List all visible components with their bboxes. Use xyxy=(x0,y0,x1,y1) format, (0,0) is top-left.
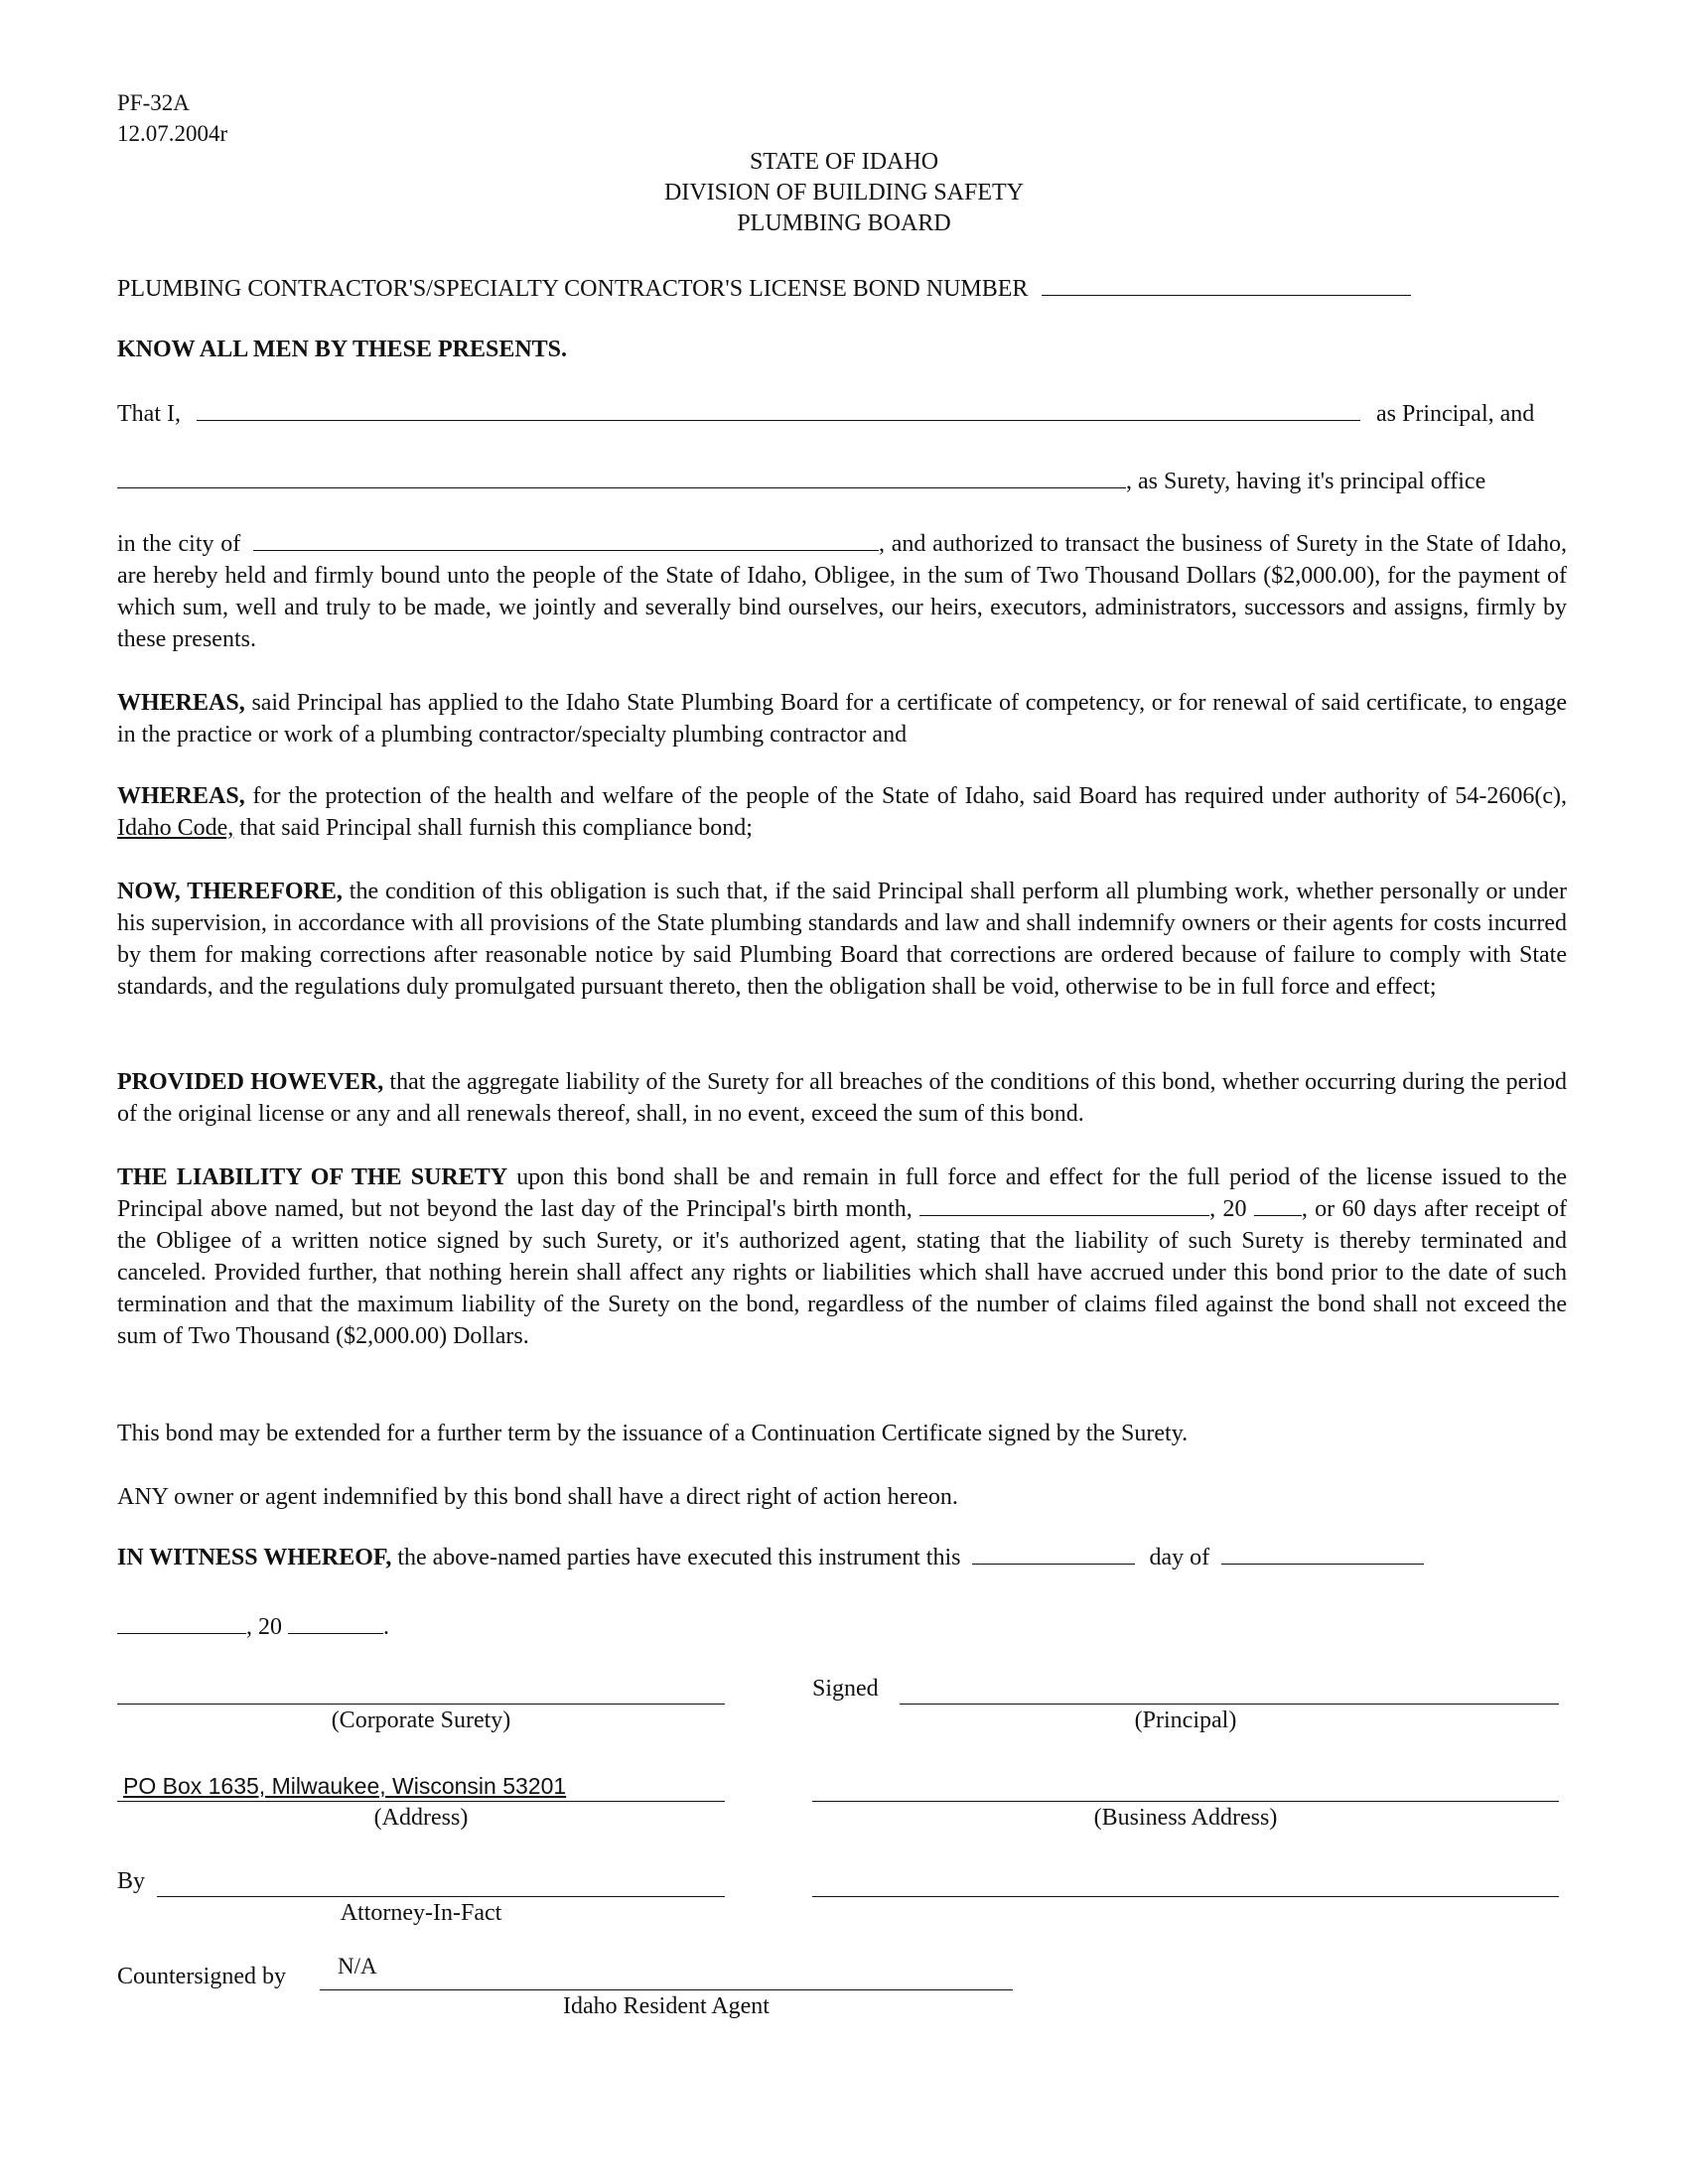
surety-address-line[interactable] xyxy=(117,1801,725,1802)
witness-end: . xyxy=(383,1614,389,1640)
surety-suffix: , as Surety, having it's principal office xyxy=(1126,469,1486,494)
surety-name-field[interactable] xyxy=(117,486,1126,488)
liability-year-field[interactable] xyxy=(1254,1214,1302,1216)
now-therefore-bold: NOW, THEREFORE, xyxy=(117,879,343,904)
now-therefore-paragraph xyxy=(117,876,1567,1003)
witness-text: the above-named parties have executed this instrument this xyxy=(397,1545,961,1570)
corporate-surety-line[interactable] xyxy=(117,1704,725,1705)
whereas-1-bold: WHEREAS, xyxy=(117,690,245,716)
city-lead: in the city of xyxy=(117,531,241,557)
principal-row xyxy=(117,401,1567,428)
whereas-2-bold: WHEREAS, xyxy=(117,783,245,809)
business-address-line[interactable] xyxy=(812,1801,1559,1802)
liability-paragraph xyxy=(117,1161,1567,1352)
extension-paragraph: This bond may be extended for a further term by the issuance of a Continuation Certificate signed by the Surety. xyxy=(117,1421,1189,1446)
whereas-2-text-a: for the protection of the health and welfare of the people of the State of Idaho, said Board has required under authority of 54-2606(c), xyxy=(252,783,1567,809)
witness-bold: IN WITNESS WHEREOF, xyxy=(117,1545,392,1570)
attorney-caption: Attorney-In-Fact xyxy=(340,1900,502,1926)
city-field[interactable] xyxy=(253,549,879,551)
principal-prefix: That I, xyxy=(117,401,181,427)
idaho-code-ref: Idaho Code, xyxy=(117,815,234,841)
witness-row xyxy=(117,1545,1567,1571)
by-label: By xyxy=(117,1868,146,1894)
countersigned-label: Countersigned by xyxy=(117,1964,286,1989)
whereas-paragraph-2 xyxy=(117,780,1567,844)
principal-caption: (Principal) xyxy=(1134,1707,1237,1733)
witness-year-field[interactable] xyxy=(288,1632,383,1634)
city-paragraph xyxy=(117,528,1567,655)
division-title: DIVISION OF BUILDING SAFETY xyxy=(664,180,1024,205)
provided-however-paragraph xyxy=(117,1066,1567,1130)
witness-day-field[interactable] xyxy=(972,1563,1135,1565)
form-identifier xyxy=(117,87,227,149)
surety-row xyxy=(117,469,1567,495)
provided-however-bold: PROVIDED HOWEVER, xyxy=(117,1069,384,1095)
now-therefore-text: the condition of this obligation is such that, if the said Principal shall perform all plumbing work, whether personally or under his supervision, in accordance with all provisions of the State plumbing standards and law and shall indemnify owners or their agents for costs incurred by them for making corrections after reasonable notice by said Plumbing Board that corrections are ordered because of failure to comply with State standards, and the regulations duly promulgated pursuant thereto, then the obligation shall be void, otherwise to be in full force and effect; xyxy=(117,879,1568,1000)
principal-suffix: as Principal, and xyxy=(1375,401,1535,427)
liability-year-prefix: , 20 xyxy=(1209,1196,1247,1222)
principal-signature-line[interactable] xyxy=(900,1704,1559,1705)
bond-number-row xyxy=(117,276,1567,303)
whereas-2-text-b: that said Principal shall furnish this compliance bond; xyxy=(239,815,753,841)
attorney-in-fact-line[interactable] xyxy=(157,1896,725,1897)
business-address-caption: (Business Address) xyxy=(1093,1805,1278,1831)
countersigned-value: N/A xyxy=(338,1954,377,1979)
board-title: PLUMBING BOARD xyxy=(737,210,951,236)
surety-address-value: PO Box 1635, Milwaukee, Wisconsin 53201 xyxy=(123,1773,567,1799)
witness-month-field[interactable] xyxy=(1221,1563,1424,1565)
liability-text-a: upon this bond shall be and remain in full force and effect for the full period of the license issued to the Principal above named, but not beyond the last day of the Principal's birth month, xyxy=(117,1164,1567,1222)
signed-label: Signed xyxy=(812,1676,879,1702)
agency-heading xyxy=(0,147,1688,239)
birth-month-field[interactable] xyxy=(919,1214,1209,1216)
city-rest: , and authorized to transact the business of Surety in the State of Idaho, are hereby held and firmly bound unto the people of the State of Idaho, Obligee, in the sum of Two Thousand Dollars ($2,000.00), for the payment of which sum, well and truly to be made, we jointly and severally bind ourselves, our heirs, executors, administrators, successors and assigns, firmly by these presents. xyxy=(117,531,1568,652)
know-all-heading: KNOW ALL MEN BY THESE PRESENTS. xyxy=(117,337,568,362)
whereas-paragraph-1 xyxy=(117,687,1567,751)
bond-number-field[interactable] xyxy=(1042,294,1411,296)
witness-year-row xyxy=(117,1614,1567,1641)
state-title: STATE OF IDAHO xyxy=(749,149,939,175)
whereas-1-text: said Principal has applied to the Idaho State Plumbing Board for a certificate of competency, or for renewal of said certificate, to engage in the practice or work of a plumbing contractor/specialty plumbing contractor and xyxy=(117,690,1568,748)
business-address-line-2[interactable] xyxy=(812,1896,1559,1897)
witness-day-of: day of xyxy=(1149,1545,1210,1570)
liability-text-b: , or 60 days after receipt of the Obligee of a written notice signed by such Surety, or it's authorized agent, stating that the liability of such Surety is thereby terminated and canceled. Provided further, that nothing herein shall affect any rights or liabilities which shall have accrued under this bond prior to the date of such termination and that the maximum liability of the Surety on the bond, regardless of the number of claims filed against the bond shall not exceed the sum of Two Thousand ($2,000.00) Dollars. xyxy=(117,1196,1568,1349)
form-revision: 12.07.2004r xyxy=(117,121,228,146)
principal-name-field[interactable] xyxy=(197,419,1360,421)
witness-date-field[interactable] xyxy=(117,1632,246,1634)
corporate-surety-caption: (Corporate Surety) xyxy=(331,1707,511,1733)
bond-title: PLUMBING CONTRACTOR'S/SPECIALTY CONTRACTOR'S LICENSE BOND NUMBER xyxy=(117,276,1029,302)
provided-however-text: that the aggregate liability of the Surety for all breaches of the conditions of this bond, whether occurring during the period of the original license or any and all renewals thereof, shall, in no event, exceed the sum of this bond. xyxy=(117,1069,1567,1127)
resident-agent-caption: Idaho Resident Agent xyxy=(563,1993,770,2019)
witness-year-prefix: , 20 xyxy=(246,1614,282,1640)
countersigned-line[interactable] xyxy=(320,1989,1013,1990)
address-caption: (Address) xyxy=(373,1805,469,1831)
form-code: PF-32A xyxy=(117,90,190,115)
liability-bold: THE LIABILITY OF THE SURETY xyxy=(117,1164,508,1190)
any-owner-paragraph: ANY owner or agent indemnified by this bond shall have a direct right of action hereon. xyxy=(117,1484,958,1510)
